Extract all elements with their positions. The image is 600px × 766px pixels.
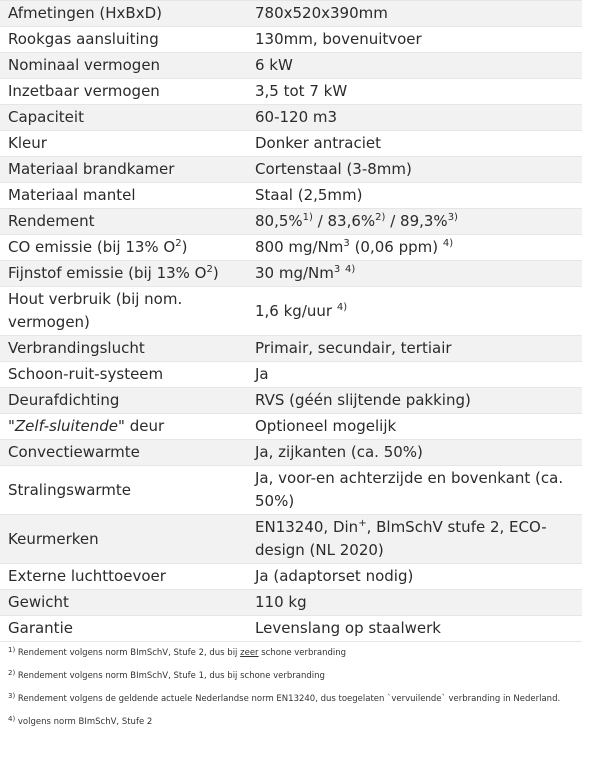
table-row [0, 414, 582, 440]
value-text: (0,06 ppm) [349, 238, 443, 256]
row-value [243, 515, 582, 564]
value-text: 800 mg/Nm [255, 238, 344, 256]
table-row [0, 287, 582, 336]
row-label: Nominaal vermogen [0, 53, 243, 79]
table-row [0, 564, 582, 590]
row-label: Materiaal mantel [0, 183, 243, 209]
label-text: Fijnstof emissie (bij 13% O [8, 264, 207, 282]
label-text-italic: "Zelf-sluitende" [8, 417, 125, 435]
row-label: Stralingswarmte [0, 466, 243, 515]
value-text: / 83,6% [312, 212, 376, 230]
row-label [0, 235, 243, 261]
table-row [0, 466, 582, 515]
row-value: Ja, zijkanten (ca. 50%) [243, 440, 582, 466]
row-label: Materiaal brandkamer [0, 157, 243, 183]
footnote-marker: 1) [8, 645, 16, 654]
table-row [0, 1, 582, 27]
table-row [0, 131, 582, 157]
row-value [243, 209, 582, 235]
row-label: Rendement [0, 209, 243, 235]
row-value: 3,5 tot 7 kW [243, 79, 582, 105]
row-label: Capaciteit [0, 105, 243, 131]
footnote-ref: 4) [345, 264, 356, 275]
table-row [0, 336, 582, 362]
superscript-mark: + [358, 518, 367, 529]
row-label: Externe luchttoevoer [0, 564, 243, 590]
row-value: RVS (géén slijtende pakking) [243, 388, 582, 414]
label-text: ) [212, 264, 219, 282]
row-value: Optioneel mogelijk [243, 414, 582, 440]
unit-exponent: 3 [343, 238, 350, 249]
row-label: Convectiewarmte [0, 440, 243, 466]
row-value: 780x520x390mm [243, 1, 582, 27]
row-value [243, 261, 582, 287]
table-row [0, 209, 582, 235]
table-row [0, 590, 582, 616]
row-value: 6 kW [243, 53, 582, 79]
footnote-ref: 1) [302, 212, 313, 223]
row-label: Gewicht [0, 590, 243, 616]
row-label: Hout verbruik (bij nom. vermogen) [0, 287, 243, 336]
row-value: 110 kg [243, 590, 582, 616]
row-label: Kleur [0, 131, 243, 157]
row-label: Verbrandingslucht [0, 336, 243, 362]
table-row [0, 183, 582, 209]
footnote-marker: 4) [8, 714, 16, 723]
value-text: 30 mg/Nm [255, 264, 334, 282]
unit-exponent: 3 [333, 264, 341, 275]
footnote-3 [8, 691, 600, 705]
row-value: Ja (adaptorset nodig) [243, 564, 582, 590]
footnote-text: schone verbranding [258, 648, 347, 658]
row-value [243, 235, 582, 261]
footnote-2 [8, 668, 600, 682]
footnotes [0, 645, 600, 728]
footnote-ref: 3) [447, 212, 458, 223]
table-row [0, 105, 582, 131]
footnote-4 [8, 714, 600, 728]
table-row [0, 515, 582, 564]
table-row [0, 362, 582, 388]
footnote-marker: 3) [8, 691, 16, 700]
footnote-text: Rendement volgens norm BImSchV, Stufe 2, dus bij [15, 648, 241, 658]
label-text: deur [124, 417, 165, 435]
row-value: Staal (2,5mm) [243, 183, 582, 209]
table-row [0, 53, 582, 79]
row-label [0, 261, 243, 287]
row-value [243, 287, 582, 336]
row-value: 130mm, bovenuitvoer [243, 27, 582, 53]
footnote-underlined-text: zeer [240, 648, 259, 658]
row-value: Levenslang op staalwerk [243, 616, 582, 642]
value-text: EN13240, Din [255, 518, 359, 536]
subscript-mark: 2 [206, 264, 213, 275]
row-value: Ja [243, 362, 582, 388]
table-row [0, 27, 582, 53]
row-value: 60-120 m3 [243, 105, 582, 131]
table-row [0, 261, 582, 287]
label-text: CO emissie (bij 13% O [8, 238, 176, 256]
footnote-text: Rendement volgens de geldende actuele Nederlandse norm EN13240, dus toegelaten `vervuilende` verbranding in Nederland. [15, 694, 561, 704]
footnote-1 [8, 645, 600, 659]
row-value: Primair, secundair, tertiair [243, 336, 582, 362]
footnote-text: volgens norm BImSchV, Stufe 2 [15, 717, 153, 727]
table-row [0, 388, 582, 414]
footnote-ref: 4) [336, 301, 348, 313]
footnote-marker: 2) [8, 668, 16, 677]
row-label: Inzetbaar vermogen [0, 79, 243, 105]
row-label: Rookgas aansluiting [0, 27, 243, 53]
table-row [0, 157, 582, 183]
footnote-text: Rendement volgens norm BImSchV, Stufe 1, dus bij schone verbranding [15, 671, 325, 681]
table-row [0, 616, 582, 642]
value-text: 80,5% [255, 212, 303, 230]
row-label [0, 414, 243, 440]
row-label: Afmetingen (HxBxD) [0, 1, 243, 27]
row-label: Schoon-ruit-systeem [0, 362, 243, 388]
footnote-ref: 2) [375, 212, 386, 223]
footnote-ref: 4) [442, 238, 454, 249]
table-row [0, 79, 582, 105]
label-text: ) [181, 238, 188, 256]
row-label: Garantie [0, 616, 243, 642]
row-value: Ja, voor-en achterzijde en bovenkant (ca. 50%) [243, 466, 582, 515]
row-value: Donker antraciet [243, 131, 582, 157]
value-text: , BlmSchV stufe 2, ECO-design (NL 2020) [255, 518, 547, 559]
value-text: / 89,3% [385, 212, 448, 230]
row-label: Deurafdichting [0, 388, 243, 414]
subscript-mark: 2 [175, 238, 182, 249]
table-row [0, 235, 582, 261]
value-text: 1,6 kg/uur [255, 301, 337, 320]
row-label: Keurmerken [0, 515, 243, 564]
row-value: Cortenstaal (3-8mm) [243, 157, 582, 183]
table-row [0, 440, 582, 466]
